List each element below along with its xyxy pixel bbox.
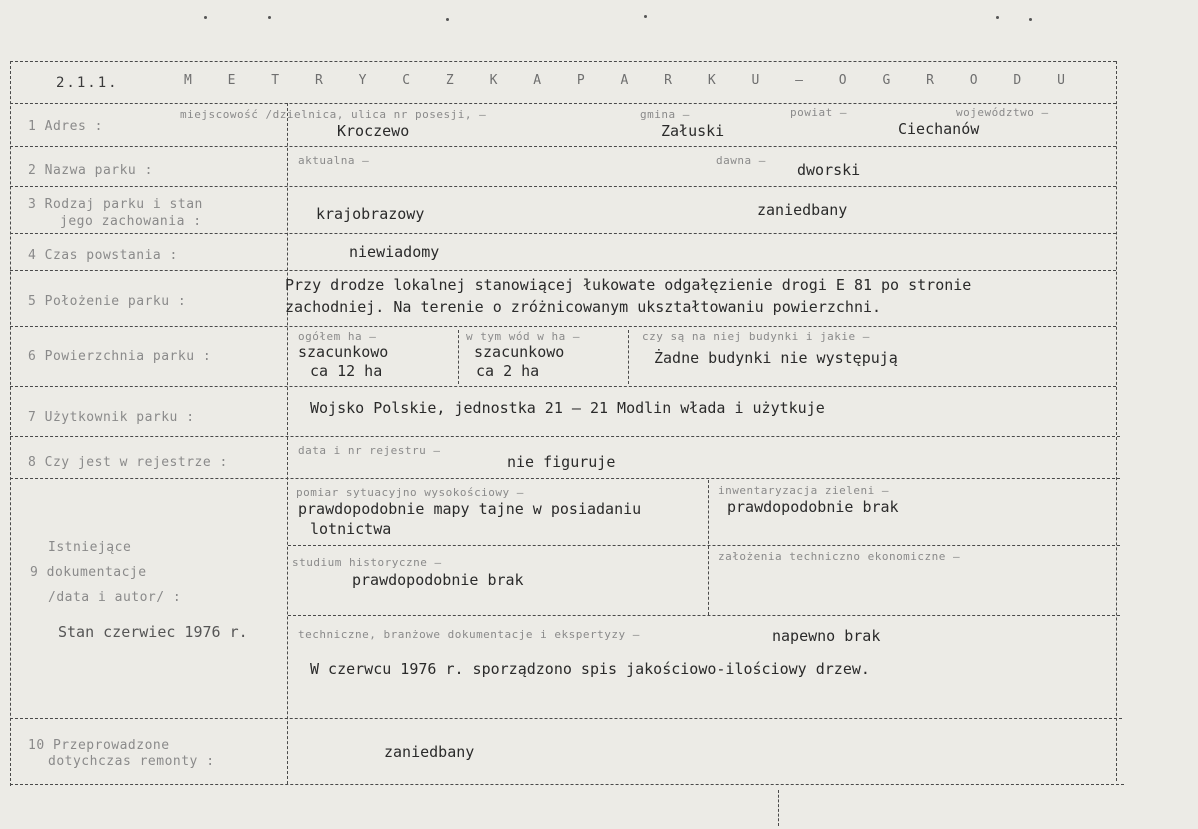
- pomiar-value-line2: lotnictwa: [310, 520, 392, 538]
- rejestr-label: data i nr rejestru –: [298, 444, 441, 457]
- row-separator: [10, 718, 1122, 719]
- row6-label: 6 Powierzchnia parku :: [28, 349, 212, 364]
- spis-drzew-note: W czerwcu 1976 r. sporządzono spis jakościowo-ilościowy drzew.: [310, 660, 870, 678]
- remonty-value: zaniedbany: [384, 743, 475, 761]
- techniczne-value: napewno brak: [772, 627, 881, 645]
- row10-label-line2: dotychczas remonty :: [48, 754, 215, 769]
- czas-powstania-value: niewiadomy: [349, 243, 440, 261]
- wtym-value-line2: ca 2 ha: [476, 362, 540, 380]
- row-separator: [10, 436, 1120, 437]
- row3-label-line2: jego zachowania :: [60, 214, 202, 229]
- row9-label-line3: /data i autor/ :: [48, 590, 182, 605]
- ogolem-label: ogółem ha –: [298, 330, 377, 343]
- row-separator: [288, 545, 1120, 546]
- scan-speck: [204, 16, 207, 19]
- row8-label: 8 Czy jest w rejestrze :: [28, 455, 228, 470]
- frame-top-line: [10, 61, 1116, 62]
- row9-label-line1: Istniejące: [48, 540, 132, 555]
- row2-label: 2 Nazwa parku :: [28, 163, 153, 178]
- row-separator: [10, 146, 1116, 147]
- uzytkownik-value: Wojsko Polskie, jednostka 21 – 21 Modlin włada i użytkuje: [310, 399, 825, 417]
- row1-label: 1 Adres :: [28, 119, 103, 134]
- wojewodztwo-label: województwo –: [956, 106, 1049, 119]
- polozenie-line1: Przy drodze lokalnej stanowiącej łukowate odgałęzienie drogi E 81 po stronie: [285, 276, 972, 294]
- miejscowosc-value: Kroczewo: [337, 122, 410, 140]
- pomiar-value-line1: prawdopodobnie mapy tajne w posiadaniu: [298, 500, 642, 518]
- row-separator: [10, 103, 1116, 104]
- studium-value: prawdopodobnie brak: [352, 571, 524, 589]
- row7-label: 7 Użytkownik parku :: [28, 410, 195, 425]
- section-number: 2.1.1.: [56, 75, 119, 91]
- stan-value: zaniedbany: [757, 201, 848, 219]
- scan-speck: [268, 16, 271, 19]
- rejestr-value: nie figuruje: [507, 453, 616, 471]
- wtym-label: w tym wód w ha –: [466, 330, 580, 343]
- frame-bottom-line: [10, 784, 1124, 785]
- dawna-label: dawna –: [716, 154, 766, 167]
- gmina-value: Załuski: [661, 122, 725, 140]
- frame-left-line: [10, 61, 11, 786]
- ogolem-value-line2: ca 12 ha: [310, 362, 383, 380]
- row5-label: 5 Położenie parku :: [28, 294, 187, 309]
- zalozenia-label: założenia techniczno ekonomiczne –: [718, 550, 961, 563]
- pomiar-label: pomiar sytuacyjno wysokościowy –: [296, 486, 524, 499]
- row9-label-line2: 9 dokumentacje: [30, 565, 147, 580]
- row-separator: [10, 326, 1116, 327]
- rodzaj-value: krajobrazowy: [316, 205, 425, 223]
- budynki-label: czy są na niej budynki i jakie –: [642, 330, 870, 343]
- row3-label-line1: 3 Rodzaj parku i stan: [28, 197, 203, 212]
- cell-divider: [458, 330, 459, 384]
- row-separator: [10, 478, 1120, 479]
- row4-label: 4 Czas powstania :: [28, 248, 178, 263]
- aktualna-label: aktualna –: [298, 154, 370, 167]
- page-title: M E T R Y C Z K A P A R K U – O G R O D U: [184, 73, 1079, 88]
- techniczne-label: techniczne, branżowe dokumentacje i ekspertyzy –: [298, 628, 640, 641]
- label-column-divider: [287, 103, 288, 784]
- gmina-label: gmina –: [640, 108, 690, 121]
- studium-label: studium historyczne –: [292, 556, 442, 569]
- scan-speck: [446, 18, 449, 21]
- dawna-value: dworski: [797, 161, 861, 179]
- row-separator: [10, 270, 1116, 271]
- frame-right-line: [1116, 61, 1117, 781]
- cell-divider: [628, 330, 629, 384]
- row10-label-line1: 10 Przeprowadzone: [28, 738, 170, 753]
- scan-speck: [644, 15, 647, 18]
- wtym-value-line1: szacunkowo: [474, 343, 565, 361]
- row-separator: [288, 615, 1120, 616]
- scan-speck: [996, 16, 999, 19]
- row-separator: [10, 186, 1116, 187]
- powiat-label: powiat –: [790, 106, 847, 119]
- ogolem-value-line1: szacunkowo: [298, 343, 389, 361]
- wojewodztwo-value: Ciechanów: [898, 120, 980, 138]
- polozenie-line2: zachodniej. Na terenie o zróżnicowanym ukształtowaniu powierzchni.: [285, 298, 882, 316]
- inwentaryzacja-value: prawdopodobnie brak: [727, 498, 899, 516]
- inwentaryzacja-label: inwentaryzacja zieleni –: [718, 484, 889, 497]
- budynki-value: Żadne budynki nie występują: [654, 349, 898, 367]
- scan-mark: [778, 790, 779, 826]
- stan-date: Stan czerwiec 1976 r.: [58, 623, 248, 641]
- cell-divider: [708, 480, 709, 615]
- scan-speck: [1029, 18, 1032, 21]
- miejscowosc-label: miejscowość /dzielnica, ulica nr posesji, –: [180, 108, 487, 121]
- row-separator: [10, 386, 1116, 387]
- row-separator: [10, 233, 1116, 234]
